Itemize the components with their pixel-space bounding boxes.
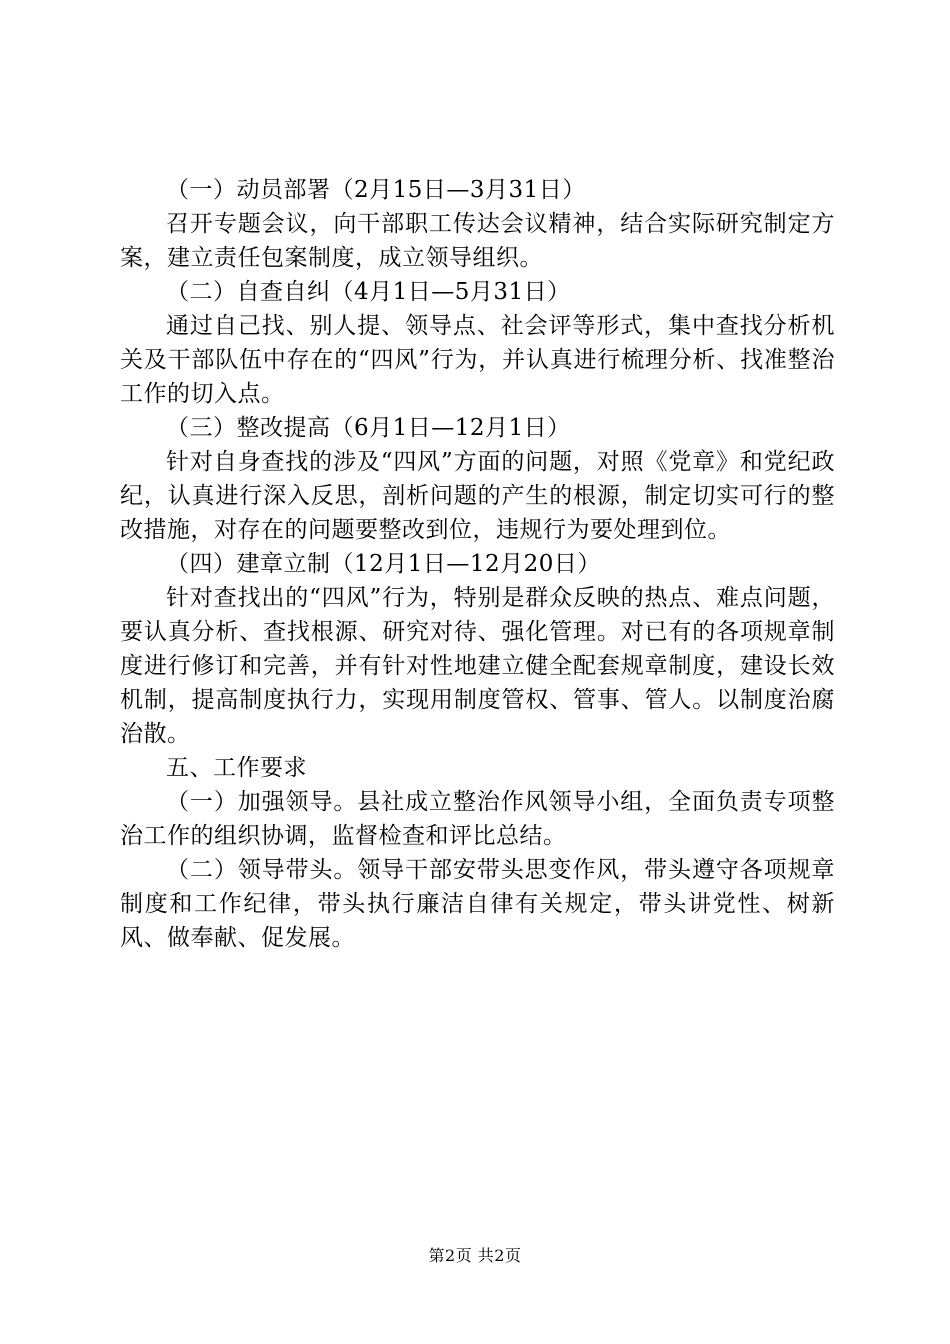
paragraph-mobilization: 召开专题会议，向干部职工传达会议精神，结合实际研究制定方案，建立责任包案制度，成立领导组织。 <box>120 211 835 271</box>
paragraph-strengthen-leadership: （一）加强领导。县社成立整治作风领导小组，全面负责专项整治工作的组织协调，监督检查和评比总结。 <box>120 789 835 849</box>
paragraph-leaders-take-lead: （二）领导带头。领导干部安带头思变作风，带头遵守各项规章制度和工作纪律，带头执行廉洁自律有关规定，带头讲党性、树新风、做奉献、促发展。 <box>120 857 835 951</box>
section-heading-rectification: （三）整改提高（6月1日—12月1日） <box>166 415 571 441</box>
paragraph-regulations: 针对查找出的“四风”行为，特别是群众反映的热点、难点问题，要认真分析、查找根源、研究对待、强化管理。对已有的各项规章制度进行修订和完善，并有针对性地建立健全配套规章制度，建设长效机制，提高制度执行力，实现用制度管权、管事、管人。以制度治腐治散。 <box>120 585 835 747</box>
section-heading-self-check: （二）自查自纠（4月1日—5月31日） <box>166 279 571 305</box>
paragraph-self-check: 通过自己找、别人提、领导点、社会评等形式，集中查找分析机关及干部队伍中存在的“四风”行为，并认真进行梳理分析、找准整治工作的切入点。 <box>120 313 835 407</box>
section-heading-mobilization: （一）动员部署（2月15日—3月31日） <box>166 177 586 203</box>
section-heading-regulations: （四）建章立制（12月1日—12月20日） <box>166 551 601 577</box>
document-body <box>120 173 835 955</box>
paragraph-rectification: 针对自身查找的涉及“四风”方面的问题，对照《党章》和党纪政纪，认真进行深入反思，剖析问题的产生的根源，制定切实可行的整改措施，对存在的问题要整改到位，违规行为要处理到位。 <box>120 449 835 543</box>
section-heading-requirements: 五、工作要求 <box>166 755 307 781</box>
page-number-footer: 第2页 共2页 <box>428 1246 522 1265</box>
